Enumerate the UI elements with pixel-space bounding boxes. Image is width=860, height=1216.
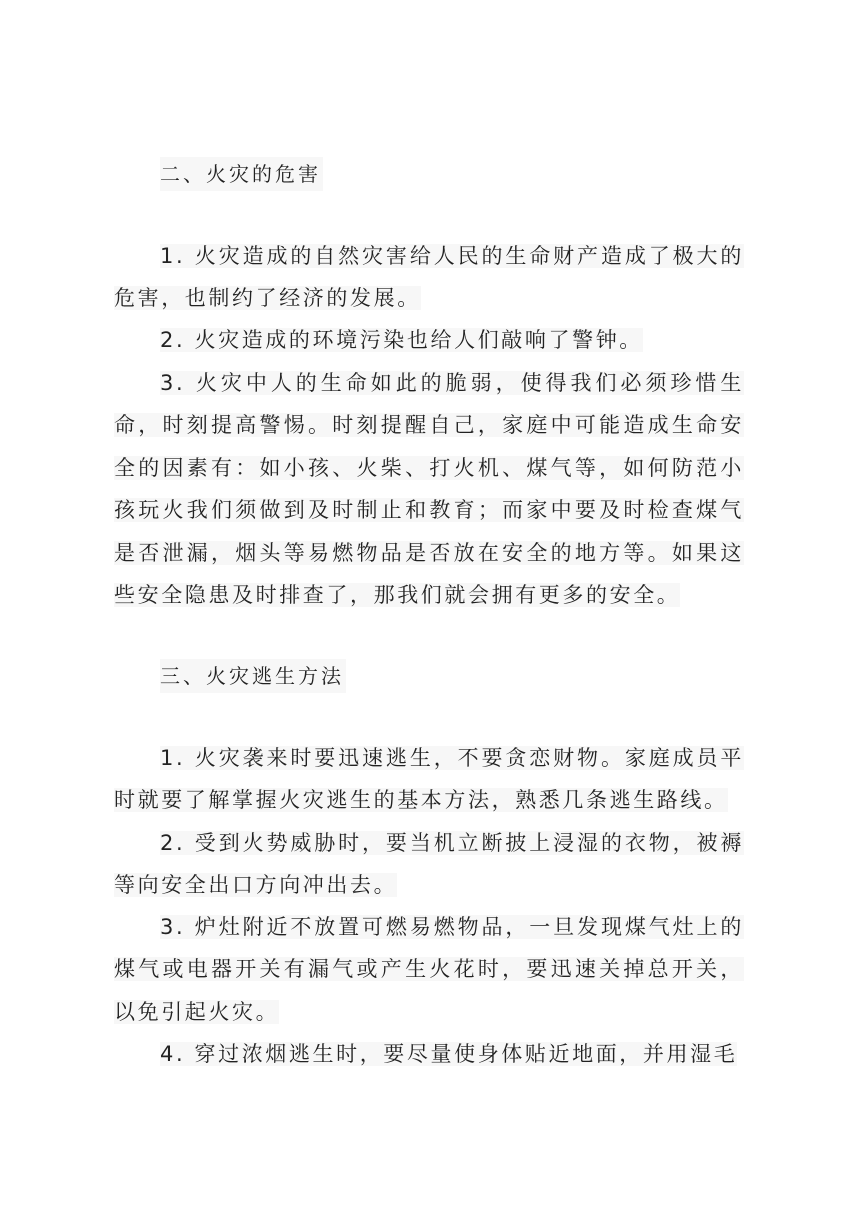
section-heading-escape-methods: 三、火灾逃生方法 <box>160 659 346 693</box>
paragraph-hazard-3 <box>114 362 744 616</box>
paragraph-text: 4. 穿过浓烟逃生时，要尽量使身体贴近地面，并用湿毛 <box>160 1042 738 1066</box>
paragraph-escape-3 <box>114 906 744 1033</box>
paragraph-text: 2. 受到火势威胁时，要当机立断披上浸湿的衣物，被褥等向安全出口方向冲出去。 <box>114 831 744 898</box>
paragraph-escape-4 <box>114 1033 744 1075</box>
paragraph-text: 1. 火灾袭来时要迅速逃生，不要贪恋财物。家庭成员平时就要了解掌握火灾逃生的基本方法，熟悉几条逃生路线。 <box>114 746 744 813</box>
paragraph-escape-2 <box>114 822 744 907</box>
paragraph-text: 2. 火灾造成的环境污染也给人们敲响了警钟。 <box>160 328 643 352</box>
paragraph-text: 3. 火灾中人的生命如此的脆弱，使得我们必须珍惜生命，时刻提高警惕。时刻提醒自己，家庭中可能造成生命安全的因素有：如小孩、火柴、打火机、煤气等，如何防范小孩玩火我们须做到及时制止和教育；而家中要及时检查煤气是否泄漏，烟头等易燃物品是否放在安全的地方等。如果这些安全隐患及时排查了，那我们就会拥有更多的安全。 <box>114 371 744 608</box>
section-heading-fire-hazards: 二、火灾的危害 <box>160 157 323 191</box>
paragraph-escape-1 <box>114 737 744 822</box>
paragraph-hazard-1 <box>114 235 744 320</box>
paragraph-text: 1. 火灾造成的自然灾害给人民的生命财产造成了极大的危害，也制约了经济的发展。 <box>114 244 744 311</box>
paragraph-hazard-2 <box>114 319 744 361</box>
paragraph-text: 3. 炉灶附近不放置可燃易燃物品，一旦发现煤气灶上的煤气或电器开关有漏气或产生火花时，要迅速关掉总开关，以免引起火灾。 <box>114 915 744 1024</box>
